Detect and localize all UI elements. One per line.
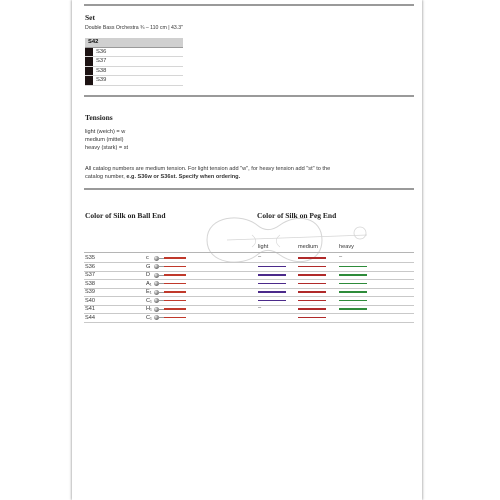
string-code: S36 xyxy=(85,263,95,270)
string-note: c xyxy=(146,255,149,261)
peg-silk-medium xyxy=(298,274,326,276)
string-code: S37 xyxy=(85,272,95,278)
ball-end-silk xyxy=(164,283,186,285)
peg-silk-heavy xyxy=(339,291,367,293)
string-note: D xyxy=(146,272,151,278)
string-note: G xyxy=(146,263,151,270)
tension-light: light (weich) = w xyxy=(85,129,126,135)
ball-end-silk xyxy=(164,308,186,310)
ball-end-silk xyxy=(164,257,186,259)
col-light: light xyxy=(258,244,269,250)
peg-silk-none: – xyxy=(258,254,262,260)
section-rule xyxy=(84,95,414,97)
peg-silk-heavy xyxy=(339,283,367,285)
peg-silk-none: – xyxy=(258,305,262,311)
tension-note-line2 xyxy=(85,174,240,181)
top-rule xyxy=(84,4,414,6)
string-code: S40 xyxy=(85,297,95,304)
set-subtitle: Double Bass Orchestra ¾ – 110 cm | 43.3" xyxy=(85,25,183,31)
col-medium: medium xyxy=(298,244,318,250)
peg-silk-none: – xyxy=(339,254,343,260)
peg-silk-medium xyxy=(298,308,326,310)
silk-swatch xyxy=(85,67,93,76)
catalog-page xyxy=(72,0,422,500)
tension-heavy: heavy (stark) = st xyxy=(85,145,129,151)
string-code: S38 xyxy=(85,280,95,287)
set-header-label: S42 xyxy=(88,39,99,46)
string-code: S39 xyxy=(85,289,95,295)
peg-silk-light xyxy=(258,300,286,302)
ball-end-silk xyxy=(164,274,186,276)
set-item xyxy=(85,67,183,77)
set-item xyxy=(85,48,183,58)
tensions-heading: Tensions xyxy=(85,113,113,122)
peg-end-heading: Color of Silk on Peg End xyxy=(257,211,337,220)
set-table xyxy=(85,38,183,86)
set-item xyxy=(85,76,183,86)
ball-end-silk xyxy=(164,300,186,302)
string-note: H₁ xyxy=(146,306,152,312)
silk-swatch xyxy=(85,48,93,57)
col-heavy: heavy xyxy=(339,244,354,250)
peg-silk-medium xyxy=(298,317,326,319)
ball-end-silk xyxy=(164,266,186,268)
peg-silk-light xyxy=(258,274,286,276)
peg-silk-heavy xyxy=(339,274,367,276)
set-item xyxy=(85,57,183,67)
string-code: S44 xyxy=(85,314,95,321)
string-code: S35 xyxy=(85,255,95,261)
string-code: S41 xyxy=(85,306,95,312)
peg-silk-light xyxy=(258,283,286,285)
peg-silk-medium xyxy=(298,300,326,302)
peg-silk-medium xyxy=(298,283,326,285)
peg-silk-medium xyxy=(298,266,326,268)
tension-note-line1: All catalog numbers are medium tension. For light tension add "w", for heavy tension add "st" to the xyxy=(85,166,331,172)
string-note: A₁ xyxy=(146,280,152,287)
tension-note-plain: catalog number, xyxy=(85,174,127,180)
peg-silk-light xyxy=(258,291,286,293)
set-table-header xyxy=(85,38,183,48)
ball-end-silk xyxy=(164,317,186,319)
string-row xyxy=(84,314,414,323)
set-heading: Set xyxy=(85,13,95,22)
tension-medium: medium (mittel) xyxy=(85,137,124,143)
set-item-label: S38 xyxy=(96,67,107,74)
peg-silk-heavy xyxy=(339,266,367,268)
set-item-label: S36 xyxy=(96,48,107,55)
peg-silk-heavy xyxy=(339,300,367,302)
peg-silk-heavy xyxy=(339,308,367,310)
string-note: E₁ xyxy=(146,289,152,295)
silk-swatch xyxy=(85,76,93,85)
ball-end-silk xyxy=(164,291,186,293)
set-item-label: S37 xyxy=(96,58,107,65)
peg-silk-light xyxy=(258,266,286,268)
ball-end-heading: Color of Silk on Ball End xyxy=(85,211,166,220)
table-rule xyxy=(84,252,414,253)
set-item-label: S39 xyxy=(96,77,107,84)
silk-swatch xyxy=(85,57,93,66)
string-note: C₁ xyxy=(146,297,152,304)
string-note: C₁ xyxy=(146,314,152,321)
peg-silk-medium xyxy=(298,257,326,259)
peg-silk-medium xyxy=(298,291,326,293)
tension-note-bold: e.g. S36w or S36st. Specify when ordering. xyxy=(126,174,241,180)
section-rule xyxy=(84,188,414,190)
